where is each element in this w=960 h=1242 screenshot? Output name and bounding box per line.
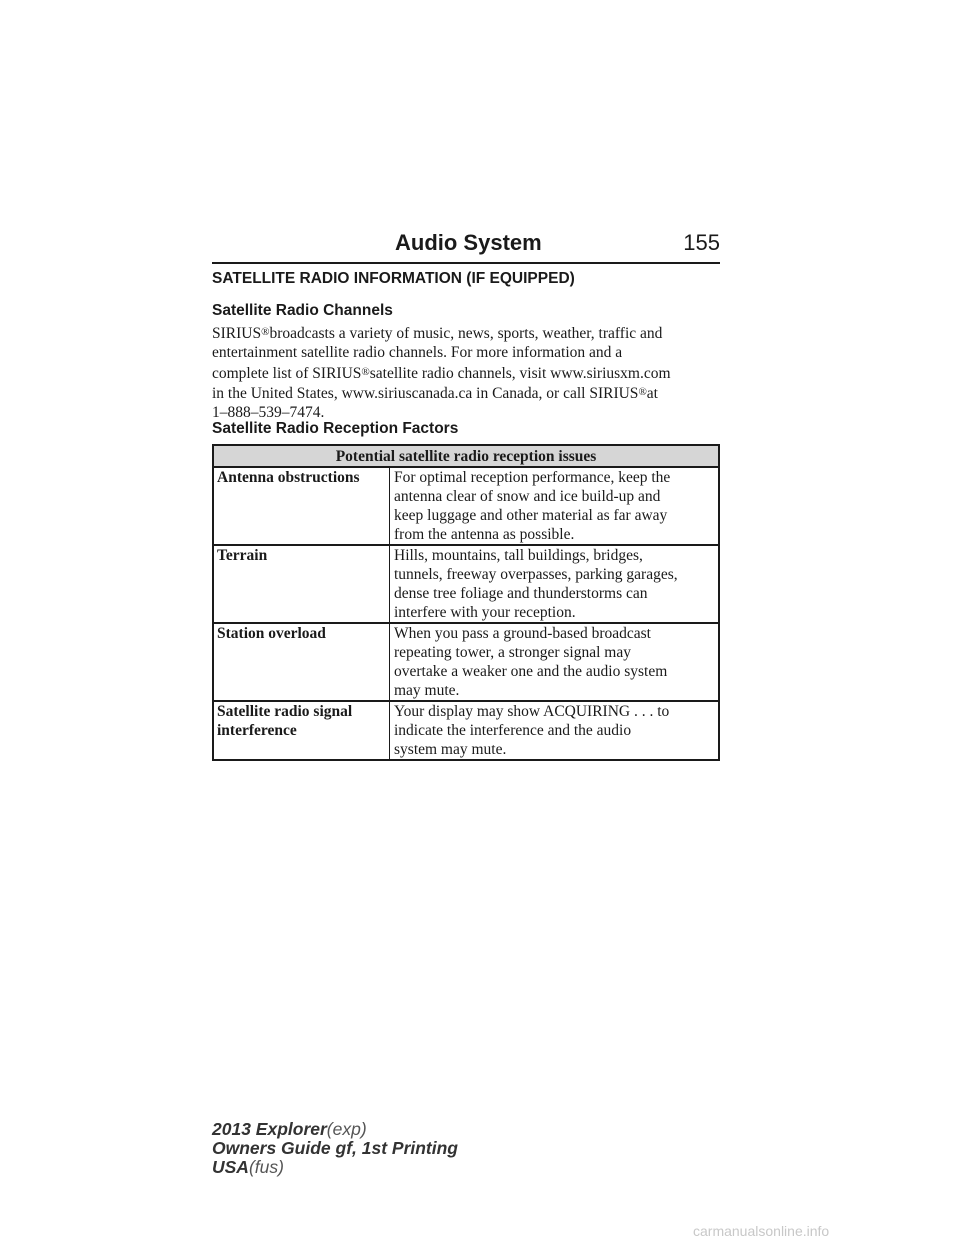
- registered-mark: ®: [638, 385, 647, 398]
- document-footer: [212, 1120, 458, 1177]
- paragraph-line: in the United States, www.siriuscanada.ca in Canada, or call SIRIUS®at: [212, 384, 658, 402]
- section-heading: SATELLITE RADIO INFORMATION (IF EQUIPPED): [212, 270, 575, 287]
- channels-heading: Satellite Radio Channels: [212, 302, 393, 319]
- footer-line: Owners Guide gf, 1st Printing: [212, 1138, 458, 1158]
- reception-heading: Satellite Radio Reception Factors: [212, 420, 459, 437]
- table-row: [213, 467, 719, 545]
- paragraph-line: 1–888–539–7474.: [212, 404, 325, 422]
- page-number: 155: [683, 230, 720, 255]
- footer-line: 2013 Explorer(exp): [212, 1119, 367, 1139]
- paragraph-line: SIRIUS®broadcasts a variety of music, news, sports, weather, traffic and: [212, 325, 663, 342]
- chapter-title: Audio System: [395, 230, 542, 255]
- description-cell: Your display may show ACQUIRING . . . to indicate the interference and the audio system may mute.: [390, 701, 720, 760]
- table-row: [213, 701, 719, 760]
- channels-paragraph: [212, 323, 722, 422]
- table-header: Potential satellite radio reception issues: [213, 445, 719, 467]
- factor-cell: Station overload: [213, 623, 390, 701]
- paragraph-line: complete list of SIRIUS®satellite radio channels, visit www.siriusxm.com: [212, 364, 671, 382]
- footer-line: USA(fus): [212, 1157, 284, 1177]
- table-row: [213, 623, 719, 701]
- registered-mark: ®: [261, 326, 270, 338]
- paragraph-line: entertainment satellite radio channels. For more information and a: [212, 344, 623, 362]
- description-cell: When you pass a ground-based broadcast repeating tower, a stronger signal may overtake a weaker one and the audio system may mute.: [390, 623, 720, 701]
- description-cell: For optimal reception performance, keep the antenna clear of snow and ice build-up and keep luggage and other material as far away from the antenna as possible.: [390, 467, 720, 545]
- description-cell: Hills, mountains, tall buildings, bridges, tunnels, freeway overpasses, parking garages, dense tree foliage and thunderstorms can interfere with your reception.: [390, 545, 720, 623]
- factor-cell: Satellite radio signal interference: [213, 701, 390, 760]
- registered-mark: ®: [361, 365, 370, 378]
- factor-cell: Antenna obstructions: [213, 467, 390, 545]
- reception-issues-table: [212, 444, 720, 761]
- page-header: [212, 228, 720, 264]
- site-watermark: carmanualsonline.info: [693, 1223, 830, 1239]
- table-row: [213, 545, 719, 623]
- factor-cell: Terrain: [213, 545, 390, 623]
